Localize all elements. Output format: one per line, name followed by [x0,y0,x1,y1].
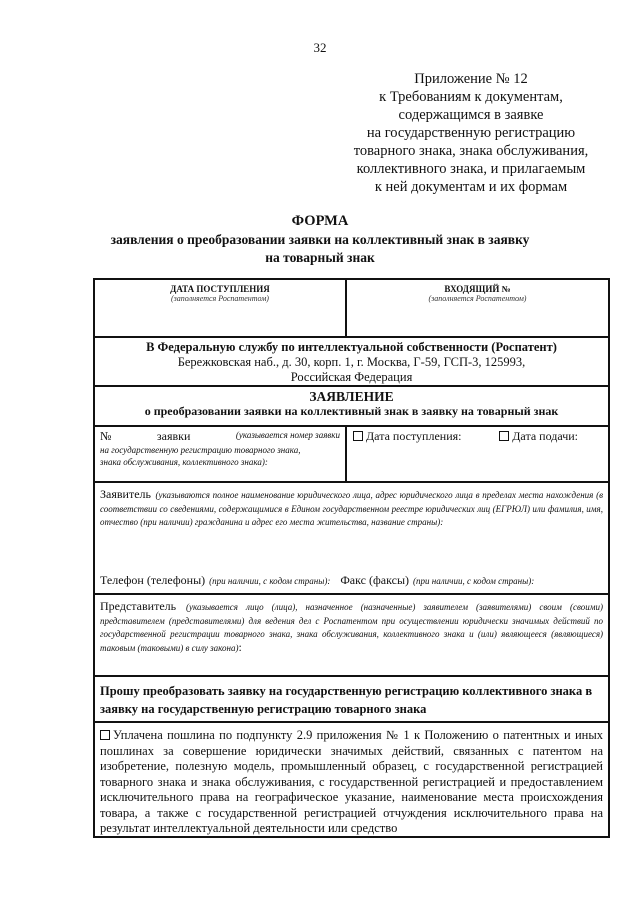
form-title: ФОРМА [291,213,349,229]
application-number-cell [95,425,347,481]
representative-colon: : [238,640,242,654]
date-filed-label: Дата подачи: [512,429,578,443]
incoming-number-note: (заполняется Роспатентом) [428,294,527,303]
incoming-number-cell [347,280,608,336]
divider [95,721,608,723]
fee-checkbox[interactable] [100,730,110,740]
appendix-line: на государственную регистрацию [366,125,576,141]
application-hint-3: знака обслуживания, коллективного знака): [100,457,268,467]
addressee-name: В Федеральную службу по интеллектуальной собственности (Роспатент) [146,340,557,354]
addressee-block [95,340,608,385]
request-block: Прошу преобразовать заявку на государственную регистрацию коллективного знака в заявку на государственную регистрацию товарного знака [100,684,593,716]
divider [95,385,608,387]
form-subtitle-line-1: заявления о преобразовании заявки на коллективный знак в заявку [110,232,530,247]
phone-hint: (при наличии, с кодом страны): [209,576,331,586]
appendix-line: товарного знака, знака обслуживания, [353,143,589,159]
zayavki-label: заявки [156,429,191,443]
checkbox-icon [499,431,509,441]
divider [95,593,608,595]
appendix-line: содержащимся в заявке [398,107,544,123]
application-hint-1: (указывается номер заявки [235,430,340,440]
contact-line [95,571,608,589]
incoming-number-title: ВХОДЯЩИЙ № [444,284,511,294]
statement-subtitle: о преобразовании заявки на коллективный знак в заявку на товарный знак [144,404,559,418]
addressee-address: Бережковская наб., д. 30, корп. 1, г. Москва, Г-59, ГСП-3, 125993, [177,355,526,369]
date-received-checkbox[interactable] [353,429,461,444]
representative-hint: (указывается лицо (лица), назначенное (назначенные) заявителем (заявителями) своим (своими) представителем (представителями) для ведения дел с Роспатентом при осуществлении юридически значимых действий по государственной регистрации товарного знака, знака обслуживания, коллективного знака и (или) являющееся (являющиеся) таковым (таковыми) в силу закона) [100,602,603,653]
divider [95,675,608,677]
applicant-block [95,487,608,528]
representative-block [95,599,608,655]
date-received-label: Дата поступления: [366,429,462,443]
form-subtitle [80,231,560,267]
fee-text: Уплачена пошлина по подпункту 2.9 приложения № 1 к Положению о патентных и иных пошлинах за совершение юридически значимых действий, связанных с патентом на изобретение, полезную модель, промышленный образец, с государственной регистрацией товарного знака и знака обслуживания, с государственной регистрацией и предоставлением исключительного права на географическое указание, наименование места происхождения товара, а также с государственной регистрацией отчуждения исключительного права на результат интеллектуальной деятельности или средство [100,728,603,835]
divider [95,336,608,338]
fax-hint: (при наличии, с кодом страны): [413,576,535,586]
application-number-line [100,429,340,444]
date-received-cell [95,280,347,336]
statement-title: ЗАЯВЛЕНИЕ [309,389,394,404]
fax-label: Факс (факсы) [340,573,410,587]
statement-block [95,389,608,419]
appendix-line: коллективного знака, и прилагаемым [356,161,586,177]
representative-label: Представитель [100,599,177,613]
form-subtitle-line-2: на товарный знак [265,250,375,265]
applicant-label: Заявитель [100,487,151,501]
application-dates-cell [349,429,608,444]
appendix-block [340,70,602,196]
applicant-hint: (указываются полное наименование юридического лица, адрес юридического лица в пределах места нахождения (в соответствии со сведениями, содержащимися в Едином государственном реестре юридических лиц (ЕГРЮЛ) или фамилия, имя, отчество (при наличии) гражданина и адрес его места жительства, название страны): [100,490,604,527]
appendix-line: к ней документам и их формам [374,179,568,195]
checkbox-icon [353,431,363,441]
fee-block [95,728,608,837]
number-sign: № [100,429,112,443]
phone-label: Телефон (телефоны) [100,573,206,587]
appendix-line: к Требованиям к документам, [379,89,563,105]
date-filed-checkbox[interactable] [499,429,578,444]
date-received-note: (заполняется Роспатентом) [171,294,269,303]
divider [95,481,608,483]
addressee-country: Российская Федерация [290,370,413,384]
application-form-table [93,278,610,838]
application-hint-2: на государственную регистрацию товарного знака, [100,445,301,455]
date-received-title: ДАТА ПОСТУПЛЕНИЯ [170,284,270,294]
appendix-line: Приложение № 12 [414,71,528,87]
page-number: 32 [313,40,327,55]
